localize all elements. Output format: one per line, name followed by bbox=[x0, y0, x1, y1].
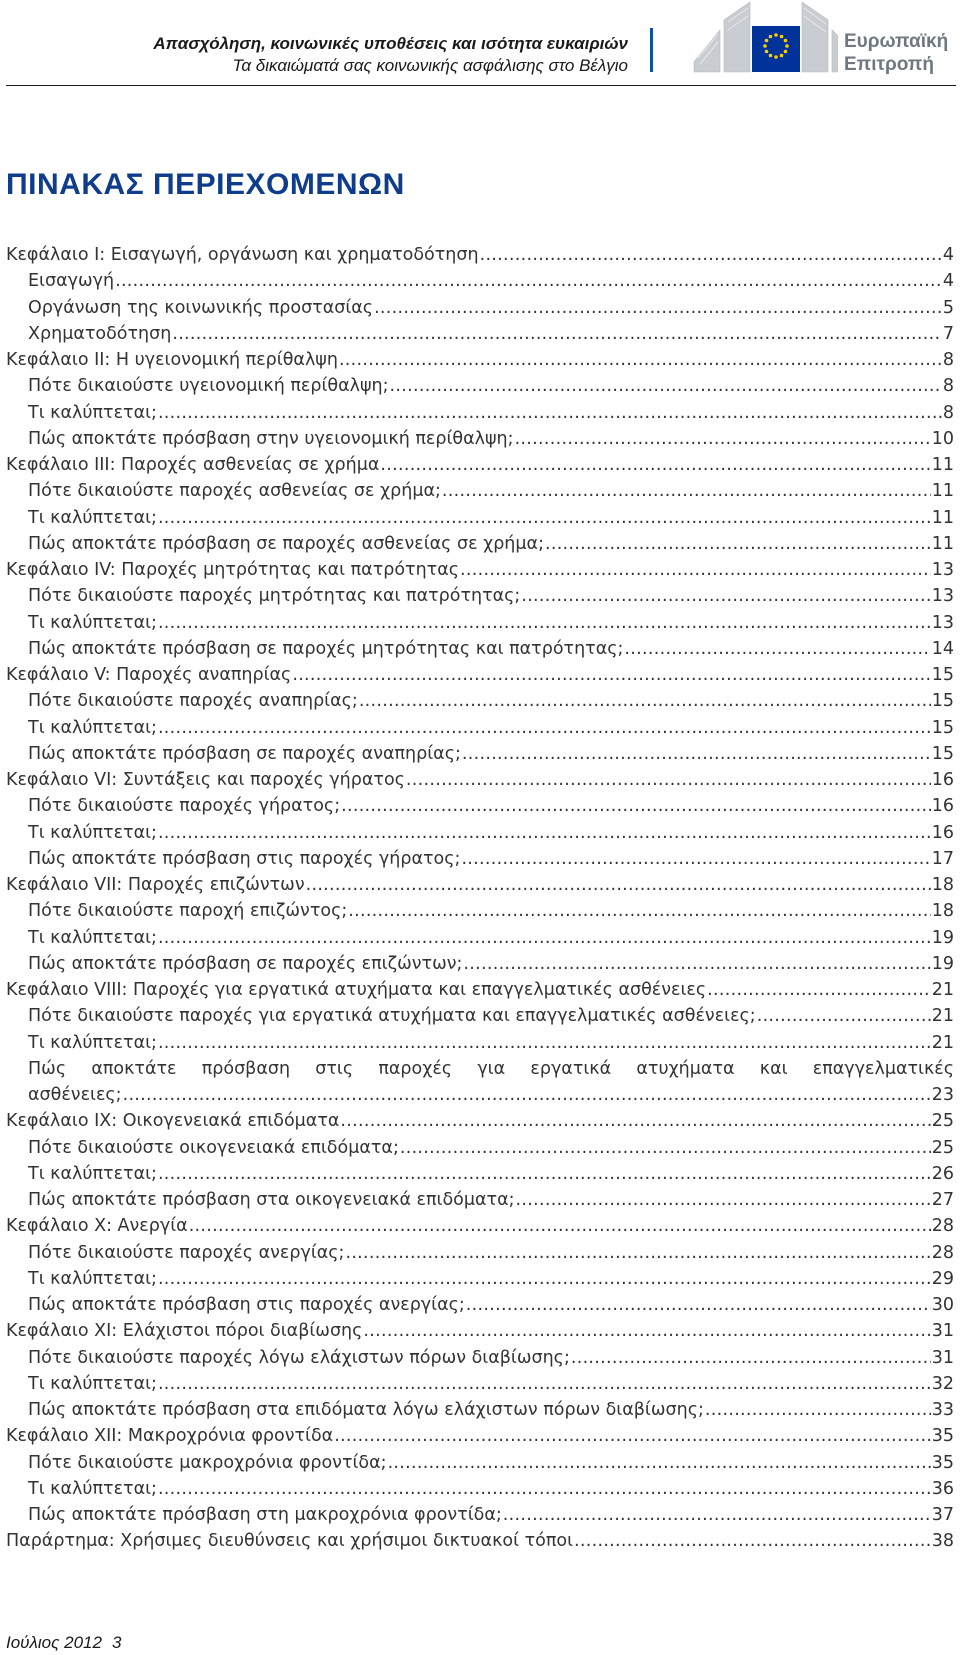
toc-leader-dots bbox=[158, 820, 931, 846]
toc-page-number: 21 bbox=[931, 1006, 954, 1027]
toc-leader-dots bbox=[460, 557, 931, 583]
toc-leader-dots bbox=[400, 1135, 931, 1161]
toc-page-number: 15 bbox=[931, 743, 954, 764]
toc-leader-dots bbox=[516, 1187, 931, 1213]
toc-entry-text: Πώς αποκτάτε πρόσβαση στην υγειονομική περίθαλψη; bbox=[28, 428, 514, 449]
toc-page-number: 11 bbox=[931, 481, 954, 502]
toc-leader-dots bbox=[521, 583, 930, 609]
toc-page-number: 14 bbox=[931, 638, 954, 659]
toc-entry-text: Πότε δικαιούστε υγειονομική περίθαλψη; bbox=[28, 376, 389, 397]
toc-leader-dots bbox=[363, 1318, 930, 1344]
toc-leader-dots bbox=[306, 872, 931, 898]
toc-section-entry[interactable] bbox=[6, 1476, 954, 1502]
toc-entry-text: Κεφάλαιο I: Εισαγωγή, οργάνωση και χρηματοδότηση bbox=[6, 245, 479, 265]
toc-page-number: 8 bbox=[942, 376, 954, 397]
toc-entry-text: Πότε δικαιούστε παροχές για εργατικά ατυχήματα και επαγγελματικές ασθένειες; bbox=[28, 1006, 756, 1027]
toc-leader-dots bbox=[707, 977, 931, 1003]
toc-chapter-entry[interactable] bbox=[6, 452, 954, 478]
toc-section-entry[interactable] bbox=[6, 1266, 954, 1292]
toc-chapter-entry[interactable] bbox=[6, 1423, 954, 1449]
toc-entry-text: Πώς αποκτάτε πρόσβαση στα επιδόματα λόγω ελάχιστων πόρων διαβίωσης; bbox=[28, 1400, 704, 1420]
toc-leader-dots bbox=[374, 295, 942, 321]
toc-chapter-entry[interactable] bbox=[6, 977, 954, 1003]
toc-page-number: 18 bbox=[931, 875, 954, 895]
toc-entry-text: Τι καλύπτεται; bbox=[28, 822, 157, 843]
toc-page-number: 23 bbox=[931, 1085, 954, 1105]
toc-leader-dots bbox=[158, 715, 931, 741]
toc-entry-text: Οργάνωση της κοινωνικής προστασίας bbox=[28, 297, 374, 318]
toc-section-entry[interactable] bbox=[6, 820, 954, 846]
toc-leader-dots bbox=[390, 373, 942, 399]
toc-page-number: 29 bbox=[931, 1268, 954, 1289]
toc-leader-dots bbox=[442, 478, 931, 504]
toc-entry-text: Εισαγωγή bbox=[28, 271, 115, 292]
toc-leader-dots bbox=[340, 1108, 930, 1134]
header-text bbox=[153, 33, 628, 77]
toc-section-entry[interactable] bbox=[6, 898, 954, 924]
toc-entry-text: Τι καλύπτεται; bbox=[28, 507, 157, 528]
toc-section-entry[interactable] bbox=[6, 951, 954, 977]
header-line-1: Απασχόληση, κοινωνικές υποθέσεις και ισότητα ευκαιριών bbox=[153, 34, 628, 53]
toc-page-number: 21 bbox=[931, 1032, 954, 1053]
toc-entry-text: Πότε δικαιούστε παροχές ασθενείας σε χρήμα; bbox=[28, 481, 441, 502]
toc-page-number: 7 bbox=[942, 323, 954, 344]
toc-entry-text: Τι καλύπτεται; bbox=[28, 1032, 157, 1053]
toc-entry-text: Τι καλύπτεται; bbox=[28, 612, 157, 633]
toc-section-entry[interactable] bbox=[6, 1292, 954, 1318]
toc-section-entry[interactable] bbox=[6, 688, 954, 714]
toc-leader-dots bbox=[359, 688, 931, 714]
header-divider bbox=[650, 28, 653, 72]
toc-page-number: 11 bbox=[931, 455, 954, 475]
toc-entry-text: Κεφάλαιο III: Παροχές ασθενείας σε χρήμα bbox=[6, 455, 380, 475]
brand-line-1: Ευρωπαϊκή bbox=[844, 31, 949, 52]
toc-page-number: 26 bbox=[931, 1163, 954, 1184]
toc-section-entry[interactable] bbox=[6, 636, 954, 662]
toc-page-number: 37 bbox=[931, 1505, 954, 1525]
toc-leader-dots bbox=[339, 347, 942, 373]
toc-entry-text: Κεφάλαιο VIII: Παροχές για εργατικά ατυχήματα και επαγγελματικές ασθένειες bbox=[6, 980, 707, 1000]
toc-chapter-entry[interactable] bbox=[6, 1213, 954, 1239]
toc-section-entry[interactable] bbox=[6, 505, 954, 531]
toc-leader-dots bbox=[158, 610, 931, 636]
toc-page-number: 16 bbox=[931, 796, 954, 817]
toc-leader-dots bbox=[545, 531, 931, 557]
toc-page-number: 27 bbox=[931, 1190, 954, 1210]
toc-leader-dots bbox=[158, 505, 931, 531]
toc-chapter-entry[interactable] bbox=[6, 1318, 954, 1344]
toc-leader-dots bbox=[123, 1082, 931, 1108]
toc-entry-text: Πώς αποκτάτε πρόσβαση σε παροχές μητρότητας και πατρότητας; bbox=[28, 638, 624, 659]
toc-entry-text: Πότε δικαιούστε παροχές ανεργίας; bbox=[28, 1242, 345, 1263]
toc-section-entry[interactable] bbox=[6, 925, 954, 951]
toc-entry-text: Κεφάλαιο II: Η υγειονομική περίθαλψη bbox=[6, 350, 338, 370]
european-commission-logo bbox=[690, 0, 838, 76]
toc-leader-dots bbox=[388, 1450, 931, 1476]
toc-entry-text: Πώς αποκτάτε πρόσβαση στις παροχές για εργατικά ατυχήματα και επαγγελματικές bbox=[28, 1058, 954, 1079]
toc-page-number: 35 bbox=[931, 1452, 954, 1473]
brand-line-2: Επιτροπή bbox=[844, 54, 934, 75]
toc-leader-dots bbox=[189, 1213, 931, 1239]
toc-section-entry[interactable] bbox=[6, 321, 954, 347]
toc-entry-text: Πότε δικαιούστε παροχές λόγω ελάχιστων πόρων διαβίωσης; bbox=[28, 1347, 570, 1368]
toc-page-number: 31 bbox=[931, 1347, 954, 1368]
toc-leader-dots bbox=[348, 898, 930, 924]
toc-chapter-entry[interactable] bbox=[6, 662, 954, 688]
toc-leader-dots bbox=[406, 767, 931, 793]
toc-section-entry[interactable] bbox=[6, 1240, 954, 1266]
toc-leader-dots bbox=[172, 321, 942, 347]
toc-leader-dots bbox=[341, 793, 931, 819]
toc-entry-text: Πώς αποκτάτε πρόσβαση σε παροχές ασθενείας σε χρήμα; bbox=[28, 533, 544, 554]
toc-section-entry[interactable] bbox=[6, 1161, 954, 1187]
toc-entry-text: Τι καλύπτεται; bbox=[28, 1268, 157, 1289]
toc-page-number: 19 bbox=[931, 953, 954, 974]
toc-chapter-entry[interactable] bbox=[6, 1108, 954, 1134]
toc-page-number: 19 bbox=[931, 927, 954, 948]
toc-entry-text: Πώς αποκτάτε πρόσβαση στα οικογενειακά επιδόματα; bbox=[28, 1190, 515, 1210]
toc-leader-dots bbox=[515, 426, 931, 452]
toc-leader-dots bbox=[624, 636, 930, 662]
toc-section-entry[interactable] bbox=[6, 1056, 954, 1109]
toc-entry-text: Κεφάλαιο IX: Οικογενειακά επιδόματα bbox=[6, 1111, 340, 1132]
toc-section-entry[interactable] bbox=[6, 268, 954, 294]
toc-entry-text: Τι καλύπτεται; bbox=[28, 1478, 157, 1499]
toc-entry-text: Πότε δικαιούστε παροχές μητρότητας και πατρότητας; bbox=[28, 586, 521, 607]
toc-section-entry[interactable] bbox=[6, 1003, 954, 1029]
toc-page-number: 15 bbox=[931, 665, 954, 685]
toc-section-entry[interactable] bbox=[6, 846, 954, 872]
toc-page-number: 15 bbox=[931, 717, 954, 738]
toc-leader-dots bbox=[345, 1240, 930, 1266]
toc-section-entry[interactable] bbox=[6, 793, 954, 819]
toc-leader-dots bbox=[158, 1476, 931, 1502]
toc-section-entry[interactable] bbox=[6, 400, 954, 426]
toc-page-number: 16 bbox=[931, 770, 954, 790]
toc-entry-text: Πότε δικαιούστε παροχές γήρατος; bbox=[28, 796, 341, 817]
toc-page-number: 25 bbox=[931, 1137, 954, 1158]
toc-leader-dots bbox=[158, 1371, 931, 1397]
toc-page-number: 35 bbox=[931, 1426, 954, 1447]
toc-page-number: 31 bbox=[931, 1321, 954, 1342]
toc-page-number: 4 bbox=[942, 271, 954, 292]
toc-section-entry[interactable] bbox=[6, 295, 954, 321]
toc-page-number: 33 bbox=[931, 1400, 954, 1420]
toc-entry-text: Πώς αποκτάτε πρόσβαση στη μακροχρόνια φροντίδα; bbox=[28, 1505, 502, 1525]
toc-chapter-entry[interactable] bbox=[6, 242, 954, 268]
toc-chapter-entry[interactable] bbox=[6, 557, 954, 583]
toc-page-number: 16 bbox=[931, 822, 954, 843]
toc-entry-continuation bbox=[28, 1082, 954, 1108]
toc-entry-text: Πώς αποκτάτε πρόσβαση σε παροχές αναπηρίας; bbox=[28, 743, 461, 764]
toc-leader-dots bbox=[334, 1423, 931, 1449]
toc-section-entry[interactable] bbox=[6, 741, 954, 767]
toc-page-number: 30 bbox=[931, 1295, 954, 1315]
toc-page-number: 8 bbox=[942, 350, 954, 370]
toc-section-entry[interactable] bbox=[6, 373, 954, 399]
toc-entry-text: Πώς αποκτάτε πρόσβαση στις παροχές ανεργίας; bbox=[28, 1295, 465, 1315]
toc-entry-text: Πώς αποκτάτε πρόσβαση σε παροχές επιζώντων; bbox=[28, 953, 463, 974]
toc-page-number: 38 bbox=[931, 1531, 954, 1552]
toc-page-number: 32 bbox=[931, 1373, 954, 1394]
toc-leader-dots bbox=[158, 925, 931, 951]
toc-entry-text: Τι καλύπτεται; bbox=[28, 402, 157, 423]
toc-leader-dots bbox=[115, 268, 942, 294]
table-of-contents bbox=[6, 242, 954, 1555]
toc-entry-text: Κεφάλαιο VI: Συντάξεις και παροχές γήρατος bbox=[6, 770, 405, 790]
toc-leader-dots bbox=[466, 1292, 931, 1318]
toc-section-entry[interactable] bbox=[6, 426, 954, 452]
toc-entry-text: Χρηματοδότηση bbox=[28, 323, 172, 344]
toc-section-entry[interactable] bbox=[6, 1030, 954, 1056]
toc-leader-dots bbox=[503, 1502, 931, 1528]
toc-leader-dots bbox=[461, 846, 930, 872]
toc-leader-dots bbox=[158, 400, 942, 426]
eu-flag bbox=[752, 26, 800, 72]
toc-entry-text: Κεφάλαιο XI: Ελάχιστοι πόροι διαβίωσης bbox=[6, 1321, 363, 1342]
toc-entry-text: Πότε δικαιούστε μακροχρόνια φροντίδα; bbox=[28, 1452, 387, 1473]
toc-entry-text: Τι καλύπτεται; bbox=[28, 927, 157, 948]
brand-name bbox=[844, 30, 948, 76]
toc-section-entry[interactable] bbox=[6, 610, 954, 636]
header-line-2: Τα δικαιώματά σας κοινωνικής ασφάλισης στο Βέλγιο bbox=[232, 56, 628, 75]
toc-entry-text: Πώς αποκτάτε πρόσβαση στις παροχές γήρατος; bbox=[28, 848, 461, 869]
toc-entry-text: Κεφάλαιο XII: Μακροχρόνια φροντίδα bbox=[6, 1426, 334, 1447]
toc-leader-dots bbox=[158, 1030, 931, 1056]
toc-title: ΠΙΝΑΚΑΣ ΠΕΡΙΕΧΟΜΕΝΩΝ bbox=[6, 168, 405, 201]
toc-section-entry[interactable] bbox=[6, 1187, 954, 1213]
toc-section-entry[interactable] bbox=[6, 531, 954, 557]
toc-section-entry[interactable] bbox=[6, 478, 954, 504]
toc-chapter-entry[interactable] bbox=[6, 872, 954, 898]
toc-page-number: 18 bbox=[931, 901, 954, 922]
toc-section-entry[interactable] bbox=[6, 1135, 954, 1161]
page-header bbox=[0, 0, 960, 90]
toc-page-number: 13 bbox=[931, 612, 954, 633]
toc-chapter-entry[interactable] bbox=[6, 347, 954, 373]
toc-page-number: 11 bbox=[931, 507, 954, 528]
toc-section-entry[interactable] bbox=[6, 715, 954, 741]
toc-section-entry[interactable] bbox=[6, 583, 954, 609]
toc-entry-text: Πότε δικαιούστε οικογενειακά επιδόματα; bbox=[28, 1137, 399, 1158]
toc-leader-dots bbox=[480, 242, 942, 268]
toc-leader-dots bbox=[463, 951, 930, 977]
toc-leader-dots bbox=[571, 1345, 931, 1371]
toc-section-entry[interactable] bbox=[6, 1345, 954, 1371]
toc-leader-dots bbox=[705, 1397, 931, 1423]
toc-entry-text: Πότε δικαιούστε παροχές αναπηρίας; bbox=[28, 691, 358, 712]
toc-page-number: 11 bbox=[931, 533, 954, 554]
toc-page-number: 10 bbox=[931, 428, 954, 449]
toc-chapter-entry[interactable] bbox=[6, 1528, 954, 1554]
footer-date: Ιούλιος 2012 bbox=[6, 1633, 102, 1652]
toc-page-number: 36 bbox=[931, 1478, 954, 1499]
toc-page-number: 25 bbox=[931, 1111, 954, 1132]
toc-page-number: 21 bbox=[931, 980, 954, 1000]
header-rule bbox=[6, 85, 956, 86]
toc-leader-dots bbox=[757, 1003, 931, 1029]
toc-entry-text: Τι καλύπτεται; bbox=[28, 1373, 157, 1394]
toc-page-number: 4 bbox=[942, 245, 954, 265]
toc-entry-text-continued: ασθένειες; bbox=[28, 1085, 122, 1105]
toc-page-number: 28 bbox=[931, 1216, 954, 1237]
toc-page-number: 15 bbox=[931, 691, 954, 712]
toc-page-number: 13 bbox=[931, 586, 954, 607]
toc-page-number: 13 bbox=[931, 560, 954, 580]
toc-entry-text: Κεφάλαιο VII: Παροχές επιζώντων bbox=[6, 875, 305, 895]
toc-page-number: 28 bbox=[931, 1242, 954, 1263]
toc-entry-text: Κεφάλαιο V: Παροχές αναπηρίας bbox=[6, 665, 292, 685]
page-footer bbox=[6, 1633, 121, 1653]
toc-leader-dots bbox=[292, 662, 930, 688]
toc-leader-dots bbox=[158, 1161, 931, 1187]
toc-entry-text: Κεφάλαιο X: Ανεργία bbox=[6, 1216, 188, 1237]
toc-leader-dots bbox=[158, 1266, 931, 1292]
toc-entry-text: Τι καλύπτεται; bbox=[28, 1163, 157, 1184]
toc-chapter-entry[interactable] bbox=[6, 767, 954, 793]
toc-entry-text: Πότε δικαιούστε παροχή επιζώντος; bbox=[28, 901, 348, 922]
toc-page-number: 8 bbox=[942, 402, 954, 423]
toc-leader-dots bbox=[574, 1528, 931, 1554]
toc-section-entry[interactable] bbox=[6, 1397, 954, 1423]
toc-leader-dots bbox=[462, 741, 931, 767]
toc-section-entry[interactable] bbox=[6, 1450, 954, 1476]
toc-leader-dots bbox=[380, 452, 930, 478]
toc-entry-text: Κεφάλαιο IV: Παροχές μητρότητας και πατρότητας bbox=[6, 560, 460, 580]
toc-entry-text: Τι καλύπτεται; bbox=[28, 717, 157, 738]
page-number: 3 bbox=[111, 1633, 122, 1652]
toc-entry-text: Παράρτημα: Χρήσιμες διευθύνσεις και χρήσιμοι δικτυακοί τόποι bbox=[6, 1531, 573, 1552]
toc-page-number: 5 bbox=[942, 297, 954, 318]
toc-page-number: 17 bbox=[931, 848, 954, 869]
toc-section-entry[interactable] bbox=[6, 1502, 954, 1528]
toc-section-entry[interactable] bbox=[6, 1371, 954, 1397]
